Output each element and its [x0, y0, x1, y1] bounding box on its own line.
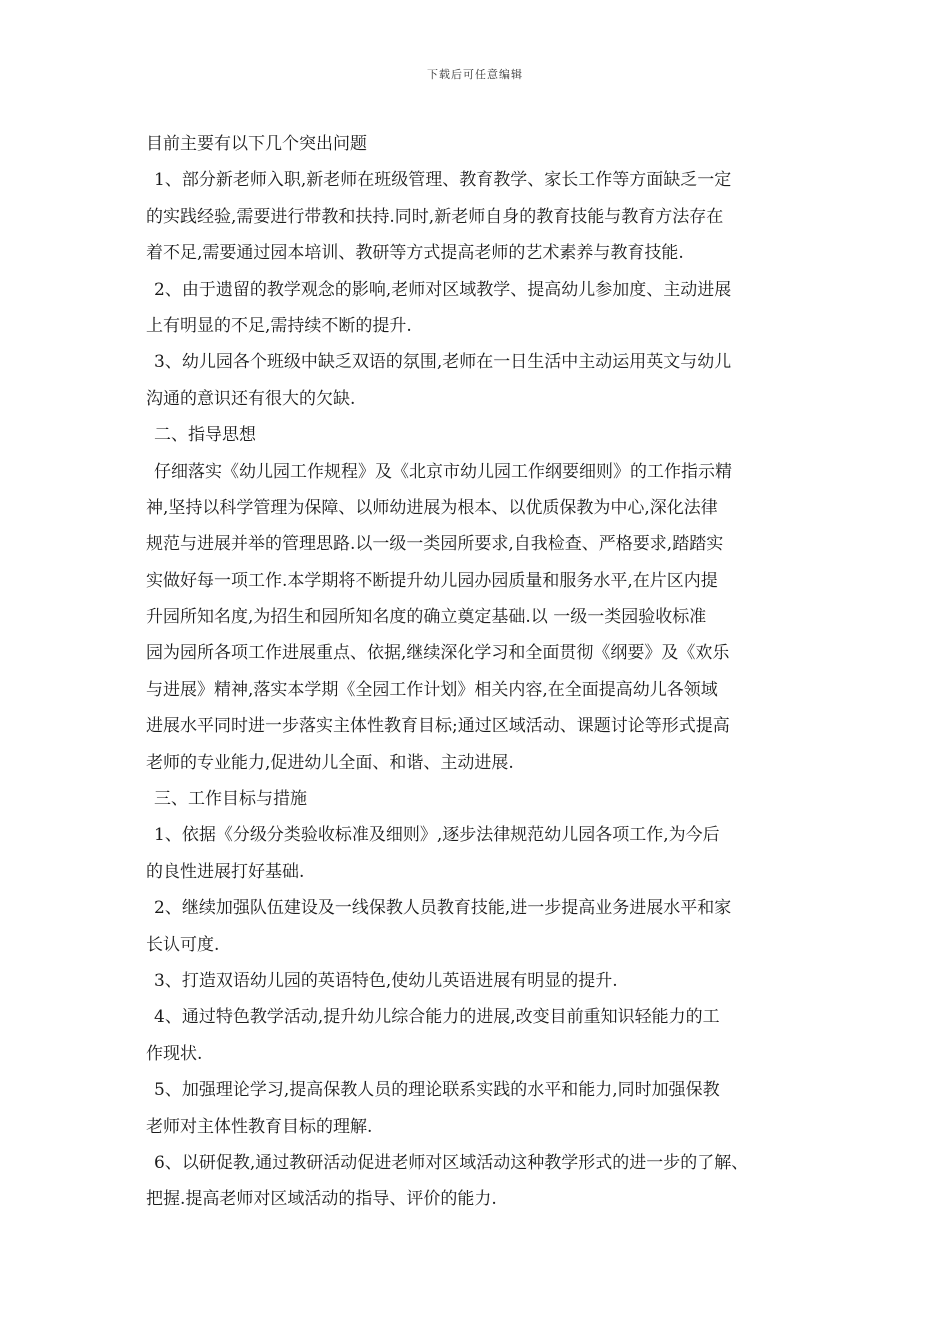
text-line: 升园所知名度,为招生和园所知名度的确立奠定基础.以 一级一类园验收标准: [146, 607, 707, 628]
text-line: 仔细落实《幼儿园工作规程》及《北京市幼儿园工作纲要细则》的工作指示精: [154, 461, 732, 482]
text-line: 进展水平同时进一步落实主体性教育目标;通过区域活动、课题讨论等形式提高: [146, 716, 730, 737]
text-line: 1、部分新老师入职,新老师在班级管理、教育教学、家长工作等方面缺乏一定: [154, 170, 732, 191]
text-line: 长认可度.: [146, 934, 220, 955]
text-line: 3、幼儿园各个班级中缺乏双语的氛围,老师在一日生活中主动运用英文与幼儿: [154, 352, 732, 373]
text-line: 的实践经验,需要进行带教和扶持.同时,新老师自身的教育技能与教育方法存在: [146, 206, 724, 227]
text-line: 实做好每一项工作.本学期将不断提升幼儿园办园质量和服务水平,在片区内提: [146, 570, 718, 591]
text-line: 着不足,需要通过园本培训、教研等方式提高老师的艺术素养与教育技能.: [146, 243, 684, 264]
section-heading: 二、指导思想: [154, 425, 256, 446]
text-line: 园为园所各项工作进展重点、依据,继续深化学习和全面贯彻《纲要》及《欢乐: [146, 643, 730, 664]
text-line: 1、依据《分级分类验收标准及细则》,逐步法律规范幼儿园各项工作,为今后: [154, 825, 720, 846]
text-line: 老师对主体性教育目标的理解.: [146, 1116, 373, 1137]
text-line: 6、以研促教,通过教研活动促进老师对区域活动这种教学形式的进一步的了解、: [154, 1152, 749, 1173]
text-line: 2、由于遗留的教学观念的影响,老师对区域教学、提高幼儿参加度、主动进展: [154, 279, 732, 300]
text-line: 作现状.: [146, 1043, 203, 1064]
document-body: [146, 126, 826, 1218]
text-line: 老师的专业能力,促进幼儿全面、和谐、主动进展.: [146, 752, 514, 773]
text-line: 3、打造双语幼儿园的英语特色,使幼儿英语进展有明显的提升.: [154, 970, 618, 991]
text-line: 4、通过特色教学活动,提升幼儿综合能力的进展,改变目前重知识轻能力的工: [154, 1007, 720, 1028]
text-line: 把握.提高老师对区域活动的指导、评价的能力.: [146, 1189, 497, 1210]
text-line: 目前主要有以下几个突出问题: [146, 134, 367, 154]
text-line: 沟通的意识还有很大的欠缺.: [146, 388, 356, 409]
text-line: 上有明显的不足,需持续不断的提升.: [146, 315, 412, 336]
page-header-note: 下载后可任意编辑: [427, 68, 523, 81]
text-line: 神,坚持以科学管理为保障、以师幼进展为根本、以优质保教为中心,深化法律: [146, 497, 718, 518]
text-line: 规范与进展并举的管理思路.以一级一类园所要求,自我检查、严格要求,踏踏实: [146, 534, 724, 555]
text-line: 的良性进展打好基础.: [146, 861, 305, 882]
text-line: 与进展》精神,落实本学期《全园工作计划》相关内容,在全面提高幼儿各领域: [146, 679, 718, 700]
text-line: 5、加强理论学习,提高保教人员的理论联系实践的水平和能力,同时加强保教: [154, 1080, 720, 1101]
section-heading: 三、工作目标与措施: [154, 789, 307, 810]
text-line: 2、继续加强队伍建设及一线保教人员教育技能,进一步提高业务进展水平和家: [154, 898, 732, 919]
